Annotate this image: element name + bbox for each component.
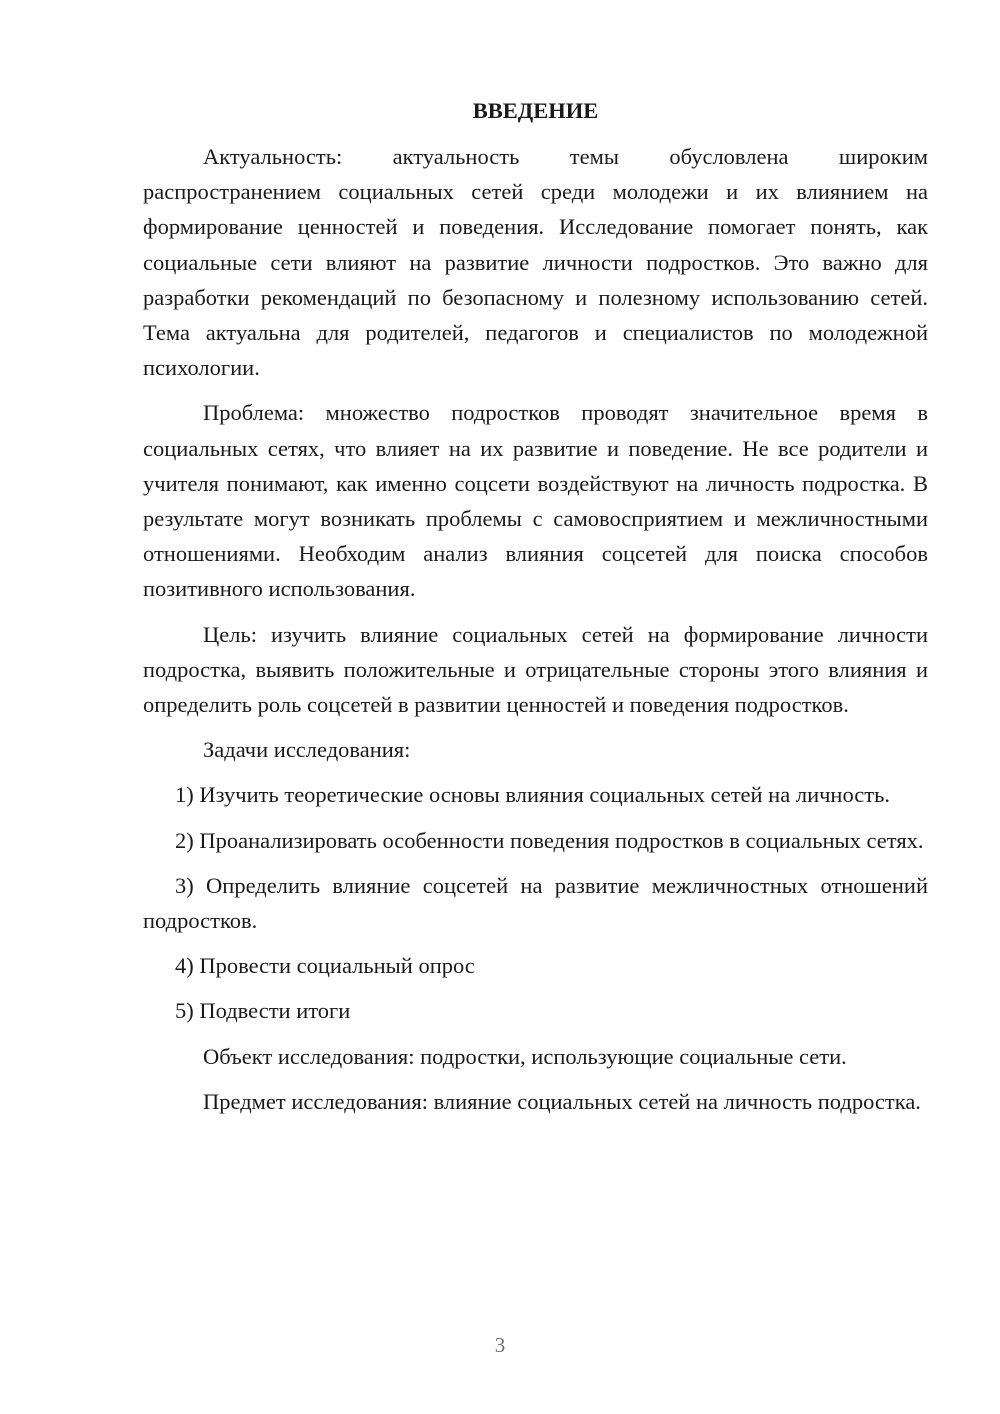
- task-item-1: 1) Изучить теоретические основы влияния социальных сетей на личность.: [175, 782, 890, 808]
- task-item-5: 5) Подвести итоги: [175, 998, 351, 1024]
- problem-paragraph: Проблема: множество подростков проводят значительное время в социальных сетях, что влияет на их развитие и поведение. Не все родители и учителя понимают, как именно соцсети воздействуют на личность подростка. В результате могут возникать проблемы с самовосприятием и межличностными отношениями. Необходим анализ влияния соцсетей для поиска способов позитивного использования.: [143, 400, 928, 602]
- page-number: 3: [494, 1333, 506, 1357]
- tasks-title: Задачи исследования:: [203, 737, 411, 763]
- section-heading: ВВЕДЕНИЕ: [472, 98, 599, 123]
- task-item-2: 2) Проанализировать особенности поведения подростков в социальных сетях.: [175, 827, 924, 853]
- document-page: [143, 95, 928, 1129]
- relevance-paragraph: Актуальность: актуальность темы обусловлена широким распространением социальных сетей среди молодежи и их влиянием на формирование ценностей и поведения. Исследование помогает понять, как социальные сети влияют на развитие личности подростков. Это важно для разработки рекомендаций по безопасному и полезному использованию сетей. Тема актуальна для родителей, педагогов и специалистов по молодежной психологии.: [143, 144, 928, 381]
- object-paragraph: Объект исследования: подростки, использующие социальные сети.: [203, 1043, 847, 1069]
- goal-paragraph: Цель: изучить влияние социальных сетей на формирование личности подростка, выявить положительные и отрицательные стороны этого влияния и определить роль соцсетей в развитии ценностей и поведения подростков.: [143, 621, 928, 718]
- task-item-3: 3) Определить влияние соцсетей на развитие межличностных отношений подростков.: [143, 872, 928, 934]
- subject-paragraph: Предмет исследования: влияние социальных сетей на личность подростка.: [203, 1088, 921, 1114]
- task-item-4: 4) Провести социальный опрос: [175, 953, 475, 979]
